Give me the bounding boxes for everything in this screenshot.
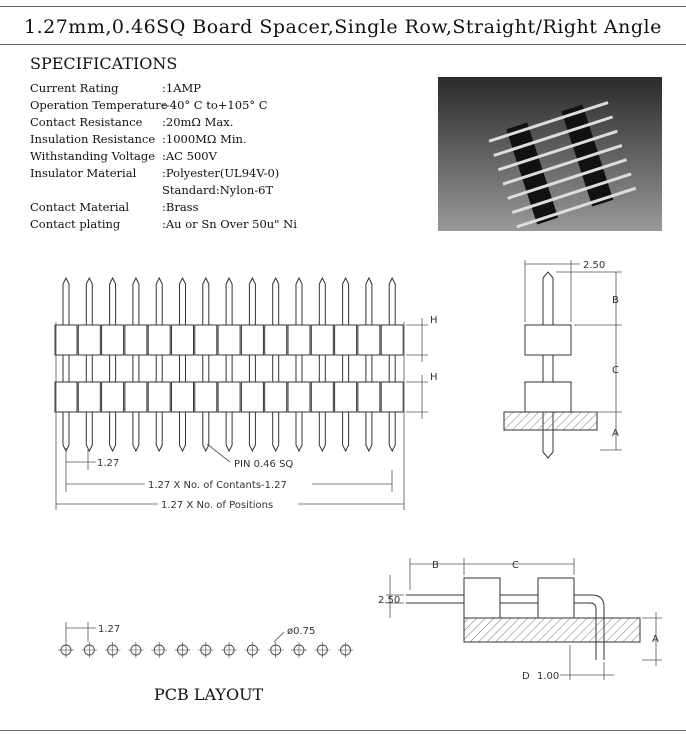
insulator-segment-top xyxy=(335,325,357,355)
insulator-segment-top xyxy=(55,325,77,355)
spec-label: Insulator Material xyxy=(30,166,137,180)
header-pin xyxy=(86,278,92,451)
b-label-right-angle: B xyxy=(432,560,439,571)
spec-value: :Au or Sn Over 50u" Ni xyxy=(162,217,297,231)
d-label: D xyxy=(522,671,530,682)
insulator-segment-bottom xyxy=(358,382,380,412)
d-value: 1.00 xyxy=(537,671,560,682)
header-pin xyxy=(226,278,232,451)
pitch-label: 1.27 xyxy=(97,458,120,469)
insulator-segment-top xyxy=(288,325,310,355)
header-pin xyxy=(156,278,162,451)
pcb-pitch-label: 1.27 xyxy=(98,624,121,635)
pin-size-label: PIN 0.46 SQ xyxy=(234,459,294,470)
a-label: A xyxy=(612,428,619,439)
insulator-segment-bottom xyxy=(102,382,124,412)
spec-label: Insulation Resistance xyxy=(30,132,156,146)
h-dimension xyxy=(406,318,428,419)
pcb-hole xyxy=(338,642,354,658)
insulator-segment-bottom xyxy=(265,382,287,412)
pcb-hole xyxy=(151,642,167,658)
spec-label: Operation Temperature xyxy=(30,98,168,112)
header-pin xyxy=(249,278,255,451)
pcb-hole xyxy=(268,642,284,658)
side-width-label: 2.50 xyxy=(583,260,606,271)
spec-value: :1AMP xyxy=(162,81,202,95)
header-pin xyxy=(296,278,302,451)
header-pin xyxy=(110,278,116,451)
insulator-segment-top xyxy=(172,325,194,355)
header-pin xyxy=(180,278,186,451)
b-label: B xyxy=(612,295,619,306)
insulator-segment-top xyxy=(148,325,170,355)
front-view xyxy=(55,278,403,451)
spec-value: :20mΩ Max. xyxy=(162,115,234,129)
insulator-segment-bottom xyxy=(288,382,310,412)
h-label-bottom: H xyxy=(430,372,438,383)
insulator-segment-bottom xyxy=(172,382,194,412)
insulator-segment-bottom xyxy=(381,382,403,412)
spec-value: :Polyester(UL94V-0) xyxy=(162,166,280,180)
bottom-rule xyxy=(0,730,686,731)
spec-label: Withstanding Voltage xyxy=(30,149,156,163)
insulator-segment-top xyxy=(78,325,100,355)
header-pin xyxy=(63,278,69,451)
pcb-hole xyxy=(244,642,260,658)
spec-label: Contact Material xyxy=(30,200,130,214)
header-pin xyxy=(389,278,395,451)
pcb-hole xyxy=(81,642,97,658)
pcb-hole xyxy=(314,642,330,658)
header-pin xyxy=(343,278,349,451)
header-pin xyxy=(133,278,139,451)
spec-value: :AC 500V xyxy=(162,149,217,163)
insulator-segment-top xyxy=(265,325,287,355)
insulator-segment-bottom xyxy=(311,382,333,412)
insulator-segment-bottom xyxy=(241,382,263,412)
h-label-top: H xyxy=(430,315,438,326)
pitch-dimension xyxy=(66,448,96,470)
side-board xyxy=(504,412,597,430)
positions-dimension-label: 1.27 X No. of Positions xyxy=(161,500,274,511)
insulator-segment-top xyxy=(125,325,147,355)
spec-value: :Brass xyxy=(162,200,199,214)
insulator-segment-top xyxy=(358,325,380,355)
spec-label: Contact Resistance xyxy=(30,115,143,129)
spec-value: Standard:Nylon-6T xyxy=(162,183,274,197)
contacts-dimension-label: 1.27 X No. of Contants-1.27 xyxy=(148,480,287,491)
pcb-hole xyxy=(105,642,121,658)
pcb-hole xyxy=(221,642,237,658)
pcb-layout-title: PCB LAYOUT xyxy=(154,685,264,704)
header-pin xyxy=(366,278,372,451)
specifications-heading: SPECIFICATIONS xyxy=(30,54,178,73)
insulator-segment-bottom xyxy=(335,382,357,412)
insulator-segment-top xyxy=(241,325,263,355)
insulator-segment-bottom xyxy=(55,382,77,412)
spec-label: Current Rating xyxy=(30,81,119,95)
spec-label: Contact plating xyxy=(30,217,121,231)
insulator-segment-top xyxy=(218,325,240,355)
pcb-hole xyxy=(175,642,191,658)
pcb-holes xyxy=(58,642,354,658)
spec-value: :-40° C to+105° C xyxy=(162,98,268,112)
insulator-segment-top xyxy=(195,325,217,355)
pcb-hole xyxy=(128,642,144,658)
c-label-right-angle: C xyxy=(512,560,519,571)
a-label-right-angle: A xyxy=(652,634,659,645)
right-angle-height-label: 2.50 xyxy=(378,595,401,606)
right-angle-board xyxy=(464,618,640,642)
page-title: 1.27mm,0.46SQ Board Spacer,Single Row,Straight/Right Angle xyxy=(24,16,662,38)
hole-diameter-label: ø0.75 xyxy=(287,626,316,637)
insulator-segment-bottom xyxy=(125,382,147,412)
insulator-segment-bottom xyxy=(195,382,217,412)
insulator-segment-bottom xyxy=(218,382,240,412)
pcb-hole xyxy=(291,642,307,658)
pcb-hole xyxy=(198,642,214,658)
insulator-segment-bottom xyxy=(78,382,100,412)
spec-value: :1000MΩ Min. xyxy=(162,132,247,146)
insulator-segment-top xyxy=(311,325,333,355)
header-pin xyxy=(319,278,325,451)
insulator-segment-top xyxy=(381,325,403,355)
header-pin xyxy=(203,278,209,451)
pcb-hole xyxy=(58,642,74,658)
header-pin xyxy=(273,278,279,451)
insulator-segment-top xyxy=(102,325,124,355)
c-label: C xyxy=(612,365,619,376)
insulator-segment-bottom xyxy=(148,382,170,412)
